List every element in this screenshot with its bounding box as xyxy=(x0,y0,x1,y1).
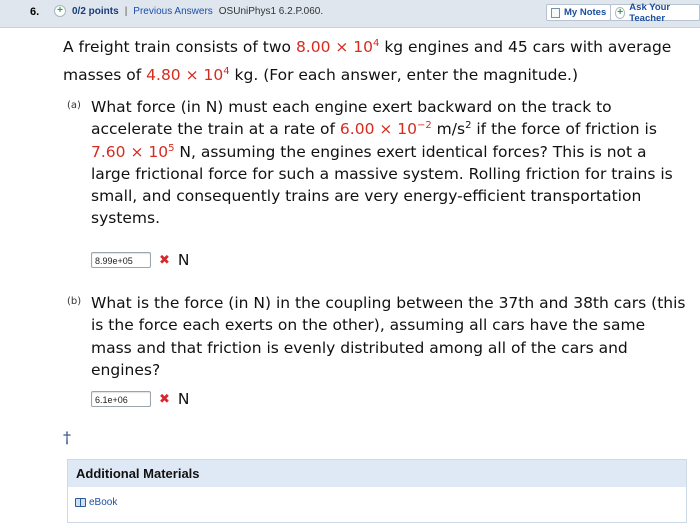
problem-text: kg engines and 45 cars with average masses of xyxy=(63,38,672,84)
assignment-id: OSUniPhys1 6.2.P.060. xyxy=(218,5,324,17)
part-a-answer-row xyxy=(91,251,190,269)
acceleration-value: $6.00 \times 10^{-2}$ xyxy=(339,120,432,139)
plus-circle-icon: + xyxy=(615,7,625,19)
question-number: 6. xyxy=(30,6,40,18)
ask-teacher-button[interactable] xyxy=(610,1,700,24)
my-notes-label: My Notes xyxy=(564,7,607,18)
part-b-answer-input[interactable]: 6.1e+06 xyxy=(91,391,151,407)
car-mass-value: $4.80 \times 10^4$ xyxy=(146,66,230,84)
engine-mass-value: $8.00 \times 10^4$ xyxy=(295,38,380,56)
part-b-answer-row xyxy=(91,390,190,408)
part-a-label: (a) xyxy=(67,100,81,111)
dagger-icon[interactable]: † xyxy=(63,428,71,447)
problem-text: A freight train consists of two xyxy=(63,38,296,56)
ebook-link[interactable] xyxy=(75,497,117,508)
plus-circle-icon[interactable]: + xyxy=(54,5,66,17)
points-area xyxy=(54,5,323,17)
part-a-answer-input[interactable]: 8.99e+05 xyxy=(91,252,151,268)
part-b-unit: N xyxy=(177,390,190,408)
part-b-label: (b) xyxy=(67,296,82,307)
part-a-unit: N xyxy=(177,251,190,269)
previous-answers-link[interactable]: Previous Answers xyxy=(133,5,213,17)
question-header xyxy=(0,0,700,28)
additional-materials-panel xyxy=(67,459,687,523)
ebook-label: eBook xyxy=(89,497,118,508)
book-icon xyxy=(75,498,86,507)
x-mark-icon: ✖ xyxy=(159,391,170,407)
ask-teacher-label: Ask Your Teacher xyxy=(629,1,671,24)
separator: | xyxy=(124,5,128,17)
x-mark-icon: ✖ xyxy=(159,252,170,268)
problem-text: kg. (For each answer, enter the magnitude.) xyxy=(229,66,578,84)
problem-statement xyxy=(63,33,683,89)
part-a-question: What force (in N) must each engine exert backward on the track to accelerate the train at a rate of $6.00 \times 10^{-2}$ $m/s^2$ if the force of friction is $7.60 \times 10^5$ N, assuming the engines exert identical forces? This is not a large frictional force for such a massive system. Rolling friction for trains is small, and consequently trains are very energy-efficient transportation systems. xyxy=(91,98,673,228)
my-notes-button[interactable] xyxy=(546,4,611,21)
note-icon xyxy=(551,8,560,18)
points-score: 0/2 points xyxy=(72,5,119,17)
part-b-question: What is the force (in N) in the coupling between the 37th and 38th cars (this is the force each exerts on the other), assuming all cars have the same mass and that friction is evenly distributed among all of the cars and engines? xyxy=(91,294,686,379)
additional-materials-title: Additional Materials xyxy=(68,460,686,487)
friction-value: $7.60 \times 10^5$ xyxy=(91,142,175,161)
